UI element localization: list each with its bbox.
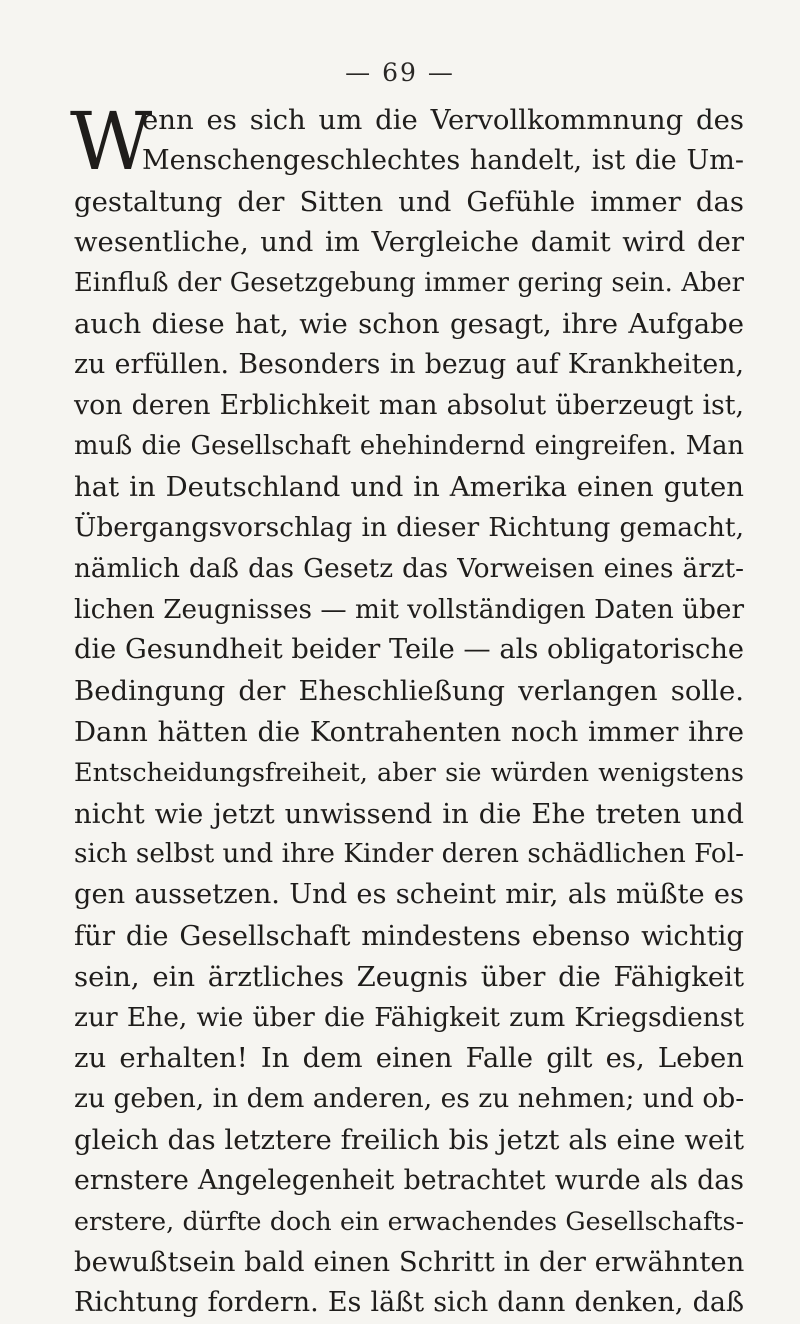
text-line: gleich das letztere freilich bis jetzt als eine weit xyxy=(74,1123,744,1156)
text-line: nämlich daß das Gesetz das Vorweisen eines ärzt- xyxy=(74,553,744,584)
body-text xyxy=(70,95,745,1324)
text-line: die Gesundheit beider Teile — als obligatorische xyxy=(74,634,744,666)
text-line: sich selbst und ihre Kinder deren schädlichen Fol- xyxy=(74,839,744,870)
text-line: gestaltung der Sitten und Gefühle immer das xyxy=(74,185,744,218)
text-line: Dann hätten die Kontrahenten noch immer ihre xyxy=(74,715,744,748)
text-line: Übergangsvorschlag in dieser Richtung gemacht, xyxy=(74,511,744,543)
text-line: zu erfüllen. Besonders in bezug auf Krankheiten, xyxy=(74,348,744,380)
text-line: hat in Deutschland und in Amerika einen guten xyxy=(74,471,744,504)
text-line: ernstere Angelegenheit betrachtet wurde als das xyxy=(74,1164,744,1196)
text-line: muß die Gesellschaft ehehindernd eingreifen. Man xyxy=(74,431,744,462)
text-line: Bedingung der Eheschließung verlangen solle. xyxy=(74,675,744,708)
opening-lines xyxy=(70,95,744,188)
text-line: zu erhalten! In dem einen Falle gilt es, Leben xyxy=(74,1042,744,1075)
text-line: wesentliche, und im Vergleiche damit wird der xyxy=(74,226,744,259)
text-line: gen aussetzen. Und es scheint mir, als müßte es xyxy=(74,879,744,911)
text-line: enn es sich um die Vervollkommnung des xyxy=(142,104,744,136)
text-line: lichen Zeugnisses — mit vollständigen Daten über xyxy=(74,594,744,625)
text-line: erstere, dürfte doch ein erwachendes Gesellschafts- xyxy=(74,1206,744,1236)
text-line: Richtung fordern. Es läßt sich dann denken, daß xyxy=(74,1287,744,1319)
text-line: Entscheidungsfreiheit, aber sie würden wenigstens xyxy=(74,757,744,788)
drop-cap: W xyxy=(70,95,153,188)
text-line: auch diese hat, wie schon gesagt, ihre Aufgabe xyxy=(74,307,744,340)
text-line: sein, ein ärztliches Zeugnis über die Fähigkeit xyxy=(74,960,744,993)
text-line: bewußtsein bald einen Schritt in der erwähnten xyxy=(74,1246,745,1279)
text-line: für die Gesellschaft mindestens ebenso wichtig xyxy=(74,919,744,952)
page-number: — 69 — xyxy=(345,58,455,87)
text-line: von deren Erblichkeit man absolut überzeugt ist, xyxy=(74,389,744,421)
text-line: Einfluß der Gesetzgebung immer gering sein. Aber xyxy=(74,268,744,299)
text-line: zur Ehe, wie über die Fähigkeit zum Kriegsdienst xyxy=(74,1001,744,1033)
text-line: zu geben, in dem anderen, es zu nehmen; und ob- xyxy=(74,1083,745,1115)
text-line: nicht wie jetzt unwissend in die Ehe treten und xyxy=(74,797,744,830)
text-line: Menschengeschlechtes handelt, ist die Um- xyxy=(142,144,744,176)
